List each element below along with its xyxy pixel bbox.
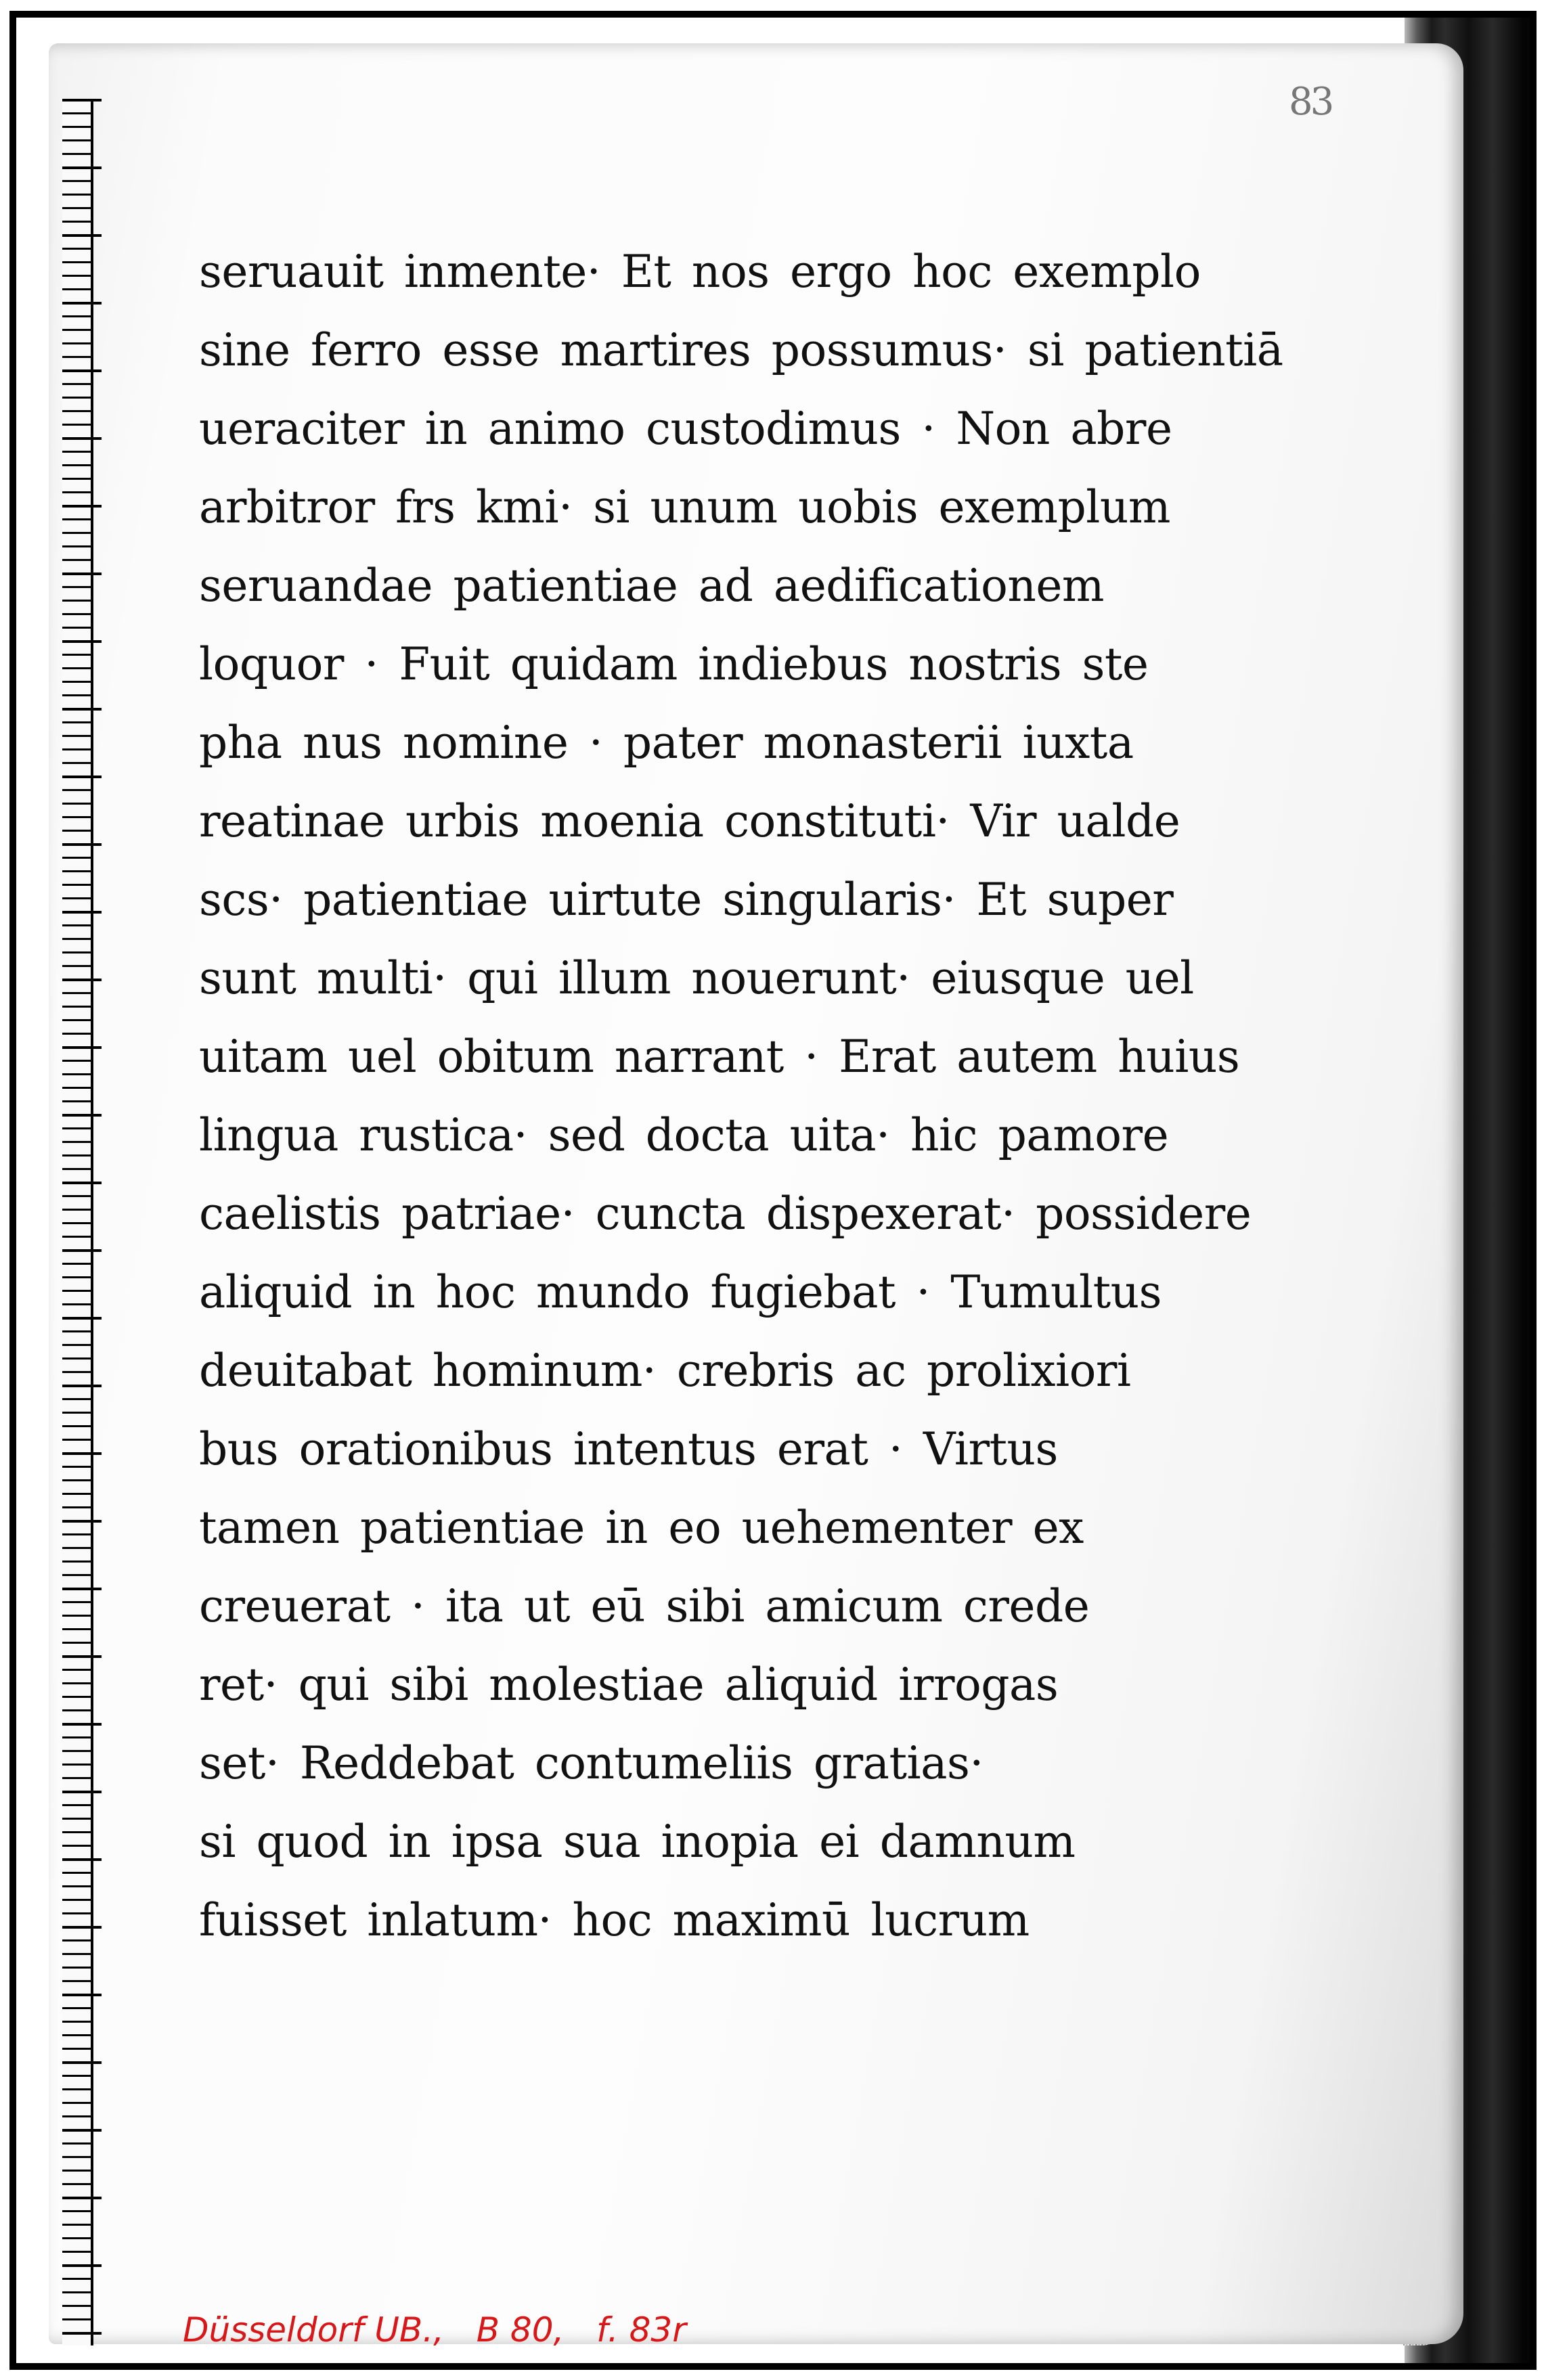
- text-line: caelistis patriae· cuncta dispexerat· possidere: [199, 1188, 1252, 1240]
- text-line: tamen patientiae in eo uehementer ex: [199, 1502, 1084, 1554]
- text-line: set· Reddebat contumeliis gratias·: [199, 1737, 984, 1789]
- photograph-frame: [9, 11, 1537, 2370]
- measuring-scale-major-ticks: [62, 99, 102, 2345]
- manuscript-text-block: [199, 233, 1350, 1960]
- text-line: pha nus nomine · pater monasterii iuxta: [199, 717, 1134, 769]
- text-line: uitam uel obitum narrant · Erat autem huius: [199, 1031, 1240, 1083]
- text-line: arbitror frs kmi· si unum uobis exemplum: [199, 481, 1170, 533]
- text-line: deuitabat hominum· crebris ac prolixiori: [199, 1345, 1131, 1397]
- text-line: aliquid in hoc mundo fugiebat · Tumultus: [199, 1266, 1162, 1318]
- text-line: sine ferro esse martires possumus· si patientiā: [199, 324, 1283, 376]
- text-line: si quod in ipsa sua inopia ei damnum: [199, 1816, 1076, 1868]
- text-line: bus orationibus intentus erat · Virtus: [199, 1423, 1058, 1475]
- text-line: sunt multi· qui illum nouerunt· eiusque uel: [199, 952, 1194, 1004]
- text-line: ueraciter in animo custodimus · Non abre: [199, 403, 1172, 455]
- text-line: lingua rustica· sed docta uita· hic pamore: [199, 1109, 1169, 1161]
- text-line: seruandae patientiae ad aedificationem: [199, 560, 1104, 612]
- text-line: ret· qui sibi molestiae aliquid irrogas: [199, 1659, 1059, 1711]
- text-line: loquor · Fuit quidam indiebus nostris ste: [199, 638, 1149, 690]
- folio-number: 83: [1289, 80, 1332, 124]
- text-line: fuisset inlatum· hoc maximū lucrum: [199, 1894, 1030, 1946]
- text-line: reatinae urbis moenia constituti· Vir ualde: [199, 795, 1180, 847]
- text-line: creuerat · ita ut eū sibi amicum crede: [199, 1580, 1090, 1632]
- text-line: seruauit inmente· Et nos ergo hoc exemplo: [199, 246, 1201, 298]
- text-line: scs· patientiae uirtute singularis· Et super: [199, 874, 1174, 926]
- shelfmark-caption: Düsseldorf UB., B 80, f. 83r: [183, 2310, 686, 2350]
